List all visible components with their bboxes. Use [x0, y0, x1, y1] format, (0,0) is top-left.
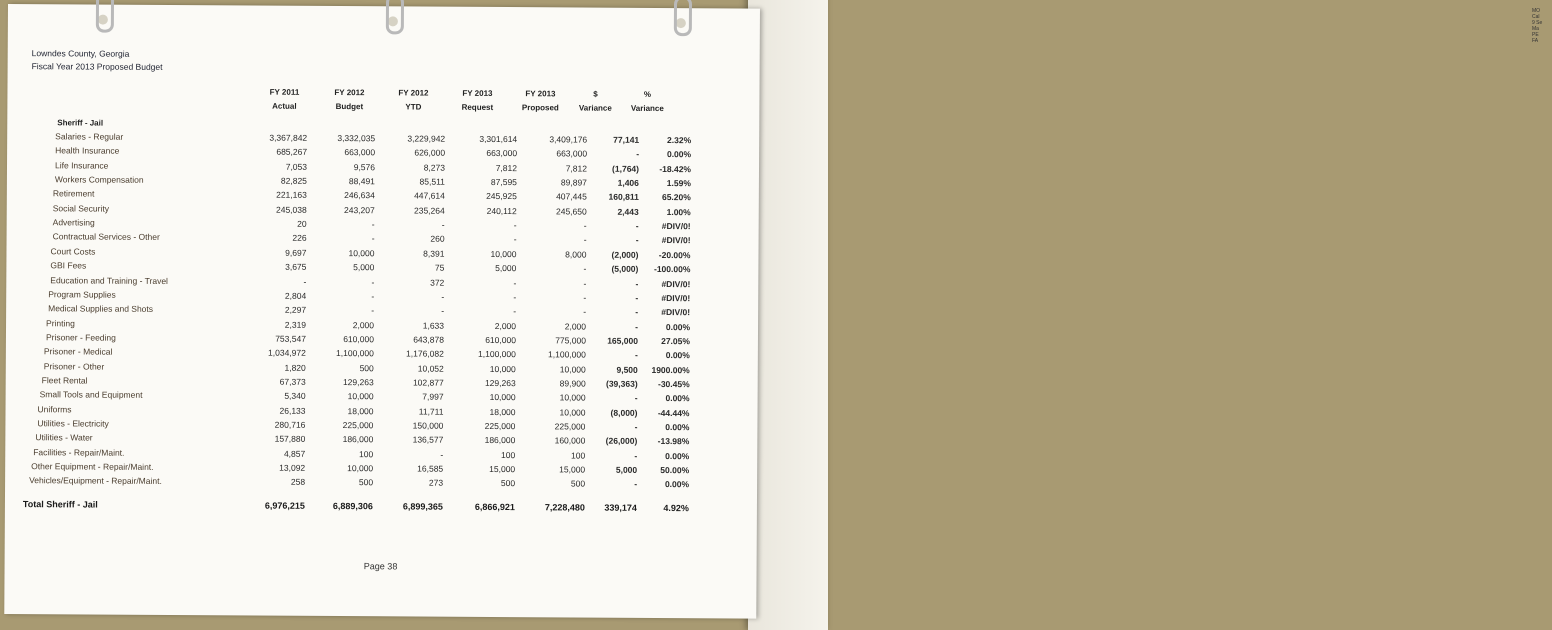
cell-value: 407,445 — [556, 191, 587, 202]
cell-value: - — [636, 149, 640, 160]
cell-value: 10,000 — [347, 391, 374, 402]
cell-value: 2,000 — [494, 320, 517, 331]
cell-value: 100 — [359, 448, 374, 459]
cell-value: 160,000 — [554, 435, 586, 446]
cell-value: 50.00% — [660, 465, 690, 476]
cell-value: 500 — [358, 477, 374, 488]
adjacent-page — [748, 0, 1543, 630]
cell-value: 18,000 — [347, 405, 374, 416]
row-label: Prisoner - Other — [43, 360, 105, 372]
column-header — [249, 85, 319, 113]
cell-value: 1,820 — [284, 362, 306, 373]
cell-value: 280,716 — [274, 419, 306, 430]
cell-value: 0.00% — [666, 149, 692, 160]
cell-value: 245,650 — [555, 206, 587, 217]
cell-value: 3,229,942 — [407, 133, 446, 144]
cell-value: 246,634 — [344, 190, 375, 201]
cell-value: 663,000 — [556, 148, 588, 159]
cell-value: 67,373 — [279, 376, 306, 387]
cell-value: 10,000 — [559, 407, 586, 418]
cell-value: 626,000 — [414, 147, 446, 159]
binder-ring — [674, 0, 692, 36]
cell-value: - — [583, 292, 587, 303]
cell-value: 10,000 — [489, 392, 516, 403]
cell-value: 7,812 — [565, 163, 588, 174]
cell-value: #DIV/0! — [661, 292, 691, 304]
cell-value: - — [635, 321, 639, 332]
column-header — [442, 87, 512, 115]
cell-value: (26,000) — [605, 436, 638, 447]
cell-value: 8,273 — [423, 162, 446, 173]
row-label: Life Insurance — [54, 159, 109, 171]
cell-value: 500 — [570, 478, 586, 489]
row-label: Salaries - Regular — [55, 131, 124, 142]
cell-value: 87,595 — [490, 177, 517, 188]
row-label: Small Tools and Equipment — [39, 389, 143, 401]
cell-value: - — [635, 307, 639, 318]
cell-value: 663,000 — [344, 147, 376, 158]
cell-value: 7,053 — [285, 161, 308, 172]
row-label: Other Equipment - Repair/Maint. — [31, 461, 154, 472]
cell-value: 7,228,480 — [544, 502, 585, 513]
row-label: Social Security — [52, 203, 110, 214]
cell-value: 65.20% — [661, 192, 691, 203]
cell-value: - — [635, 235, 639, 246]
cell-value: 8,391 — [423, 248, 445, 259]
cell-value: 75 — [434, 262, 445, 273]
column-header-line1: FY 2011 — [269, 87, 300, 97]
row-label: Prisoner - Medical — [43, 346, 113, 357]
cell-value: 610,000 — [343, 333, 374, 345]
cell-value: 26,133 — [279, 405, 306, 416]
cell-value: 245,925 — [486, 191, 517, 202]
cell-value: 0.00% — [665, 321, 691, 332]
cell-value: 5,000 — [353, 262, 375, 273]
cell-value: 6,889,306 — [332, 500, 373, 512]
cell-value: - — [440, 449, 444, 460]
cell-value: - — [635, 278, 639, 289]
cell-value: 10,000 — [489, 363, 516, 374]
document-subtitle: Fiscal Year 2013 Proposed Budget — [31, 61, 163, 72]
cell-value: 6,866,921 — [474, 501, 515, 513]
cell-value: -20.00% — [658, 249, 691, 260]
cell-value: 89,897 — [560, 177, 587, 188]
cell-value: 753,547 — [275, 333, 306, 344]
cell-value: 663,000 — [486, 148, 518, 159]
cell-value: 372 — [430, 277, 445, 288]
cell-value: 89,900 — [559, 378, 586, 389]
cell-value: 100 — [501, 449, 516, 460]
cell-value: - — [583, 234, 587, 245]
cell-value: 18,000 — [489, 406, 516, 417]
cell-value: -44.44% — [657, 407, 690, 418]
cell-value: 235,264 — [413, 205, 445, 216]
cell-value: 221,163 — [276, 190, 307, 201]
cell-value: 9,576 — [353, 161, 376, 172]
binder-ring — [96, 0, 114, 33]
cell-value: 447,614 — [414, 190, 445, 202]
cell-value: - — [371, 276, 375, 287]
cell-value: 2,443 — [617, 206, 639, 217]
cell-value: 10,000 — [490, 248, 517, 259]
cell-value: 7,997 — [422, 391, 444, 402]
cell-value: 20 — [297, 218, 307, 229]
cell-value: 186,000 — [484, 435, 516, 446]
cell-value: (8,000) — [610, 407, 638, 418]
cell-value: 4.92% — [663, 503, 689, 514]
cell-value: - — [634, 450, 638, 461]
cell-value: 129,263 — [484, 377, 516, 389]
cell-value: - — [513, 220, 517, 231]
cell-value: 1.59% — [666, 178, 691, 189]
cell-value: - — [634, 393, 638, 404]
row-label: Workers Compensation — [54, 174, 144, 185]
cell-value: 5,340 — [284, 390, 306, 402]
cell-value: - — [583, 263, 587, 274]
cell-value: 186,000 — [342, 434, 374, 445]
cell-value: - — [441, 219, 445, 230]
column-header-line2: Proposed — [521, 103, 559, 113]
column-header — [314, 86, 384, 114]
column-header-line2: YTD — [405, 102, 422, 112]
cell-value: - — [513, 277, 517, 288]
cell-value: 258 — [290, 477, 306, 488]
cell-value: 3,409,176 — [549, 134, 588, 145]
column-header-line1: FY 2012 — [334, 87, 365, 98]
document-title: Lowndes County, Georgia — [31, 48, 130, 59]
row-label: Advertising — [52, 217, 95, 228]
cell-value: 11,711 — [418, 406, 444, 417]
cell-value: (2,000) — [611, 249, 639, 260]
cell-value: - — [371, 291, 375, 302]
row-label: Medical Supplies and Shots — [48, 303, 154, 315]
cell-value: 9,697 — [285, 247, 307, 258]
cell-value: - — [635, 292, 639, 303]
row-label: Health Insurance — [55, 145, 120, 157]
cell-value: 500 — [359, 362, 374, 373]
cell-value: (5,000) — [611, 263, 639, 274]
cell-value: 9,500 — [616, 364, 638, 375]
cell-value: 10,000 — [348, 247, 375, 259]
cell-value: 15,000 — [489, 463, 516, 475]
cell-value: 225,000 — [554, 421, 586, 432]
cell-value: - — [371, 219, 375, 230]
cell-value: 1900.00% — [651, 364, 690, 375]
row-label: Program Supplies — [48, 289, 116, 300]
cell-value: 260 — [430, 234, 445, 245]
cell-value: -13.98% — [657, 436, 690, 447]
row-label: Vehicles/Equipment - Repair/Maint. — [29, 475, 162, 487]
cell-value: 775,000 — [555, 335, 586, 346]
cell-value: 2,297 — [284, 304, 307, 316]
row-label: Prisoner - Feeding — [45, 332, 116, 343]
row-label: Utilities - Water — [35, 432, 93, 443]
row-label: Fleet Rental — [41, 375, 88, 386]
column-header-line2: Variance — [630, 103, 664, 114]
total-row — [5, 499, 757, 517]
cell-value: - — [513, 291, 517, 302]
row-label: Facilities - Repair/Maint. — [33, 446, 125, 458]
cell-value: - — [371, 233, 375, 244]
section-heading: Sheriff - Jail — [57, 118, 104, 128]
cell-value: - — [303, 276, 307, 287]
cell-value: 7,812 — [495, 162, 518, 173]
cell-value: - — [634, 479, 638, 490]
cell-value: 6,976,215 — [264, 500, 305, 511]
cell-value: 157,880 — [274, 433, 306, 445]
column-header-line2: Budget — [335, 102, 364, 112]
cell-value: #DIV/0! — [661, 235, 691, 246]
cell-value: 1,176,082 — [406, 348, 444, 359]
cell-value: - — [635, 220, 639, 231]
cell-value: -18.42% — [659, 163, 692, 174]
cell-value: 5,000 — [615, 464, 638, 475]
column-header-line1: $ — [593, 89, 598, 99]
cell-value: 225,000 — [484, 420, 516, 432]
cell-value: 77,141 — [613, 134, 640, 145]
column-header-line2: Request — [461, 102, 494, 112]
column-header-line1: FY 2013 — [525, 89, 556, 99]
cell-value: 165,000 — [607, 335, 638, 346]
cell-value: -30.45% — [657, 378, 690, 390]
cell-value: 1,406 — [617, 177, 639, 188]
column-header-line1: FY 2013 — [462, 88, 493, 98]
cell-value: - — [634, 421, 638, 432]
cell-value: 10,052 — [417, 363, 444, 374]
cell-value: 2.32% — [667, 135, 692, 146]
cell-value: 129,263 — [342, 376, 374, 388]
column-header-line1: FY 2012 — [398, 88, 429, 98]
row-label: Total Sheriff - Jail — [22, 499, 98, 510]
cell-value: 100 — [571, 450, 586, 461]
cell-value: 150,000 — [412, 420, 444, 431]
cell-value: 15,000 — [559, 464, 586, 475]
cell-value: 240,112 — [486, 205, 517, 216]
row-label: Court Costs — [50, 246, 96, 257]
cell-value: 10,000 — [347, 463, 374, 474]
cell-value: 3,675 — [285, 261, 307, 272]
cell-value: #DIV/0! — [661, 278, 691, 289]
cell-value: 4,857 — [283, 448, 306, 459]
cell-value: 88,491 — [348, 176, 375, 187]
cell-value: 2,000 — [352, 319, 375, 330]
table-row — [5, 475, 757, 493]
page-number: Page 38 — [363, 561, 398, 572]
cell-value: 685,267 — [276, 146, 308, 158]
cell-value: 82,825 — [280, 175, 307, 186]
cell-value: 10,000 — [559, 363, 586, 375]
cell-value: 0.00% — [665, 393, 690, 404]
cell-value: 226 — [292, 233, 307, 244]
cell-value: 10,000 — [559, 392, 586, 403]
cell-value: - — [441, 291, 445, 302]
row-label: GBI Fees — [50, 260, 87, 271]
column-header — [612, 88, 682, 116]
cell-value: 1,100,000 — [548, 349, 586, 360]
cell-value: 136,577 — [412, 434, 444, 446]
cell-value: 5,000 — [495, 263, 517, 274]
cell-value: - — [513, 234, 517, 245]
cell-value: - — [583, 278, 587, 289]
cell-value: 1,100,000 — [478, 349, 516, 360]
cell-value: 1,633 — [422, 320, 445, 331]
cell-value: 3,332,035 — [337, 133, 376, 144]
cell-value: 3,301,614 — [479, 133, 518, 145]
cell-value: 16,585 — [417, 463, 444, 474]
cell-value: 0.00% — [665, 450, 690, 461]
cell-value: 0.00% — [665, 422, 690, 433]
cell-value: 85,511 — [419, 176, 445, 187]
cell-value: 643,878 — [413, 334, 444, 345]
cell-value: - — [583, 306, 587, 317]
cell-value: 273 — [428, 477, 444, 489]
cell-value: 160,811 — [608, 192, 639, 203]
column-header-line2: Variance — [578, 103, 612, 113]
column-header-line1: % — [643, 89, 652, 99]
cell-value: 1.00% — [666, 206, 691, 217]
cell-value: 2,319 — [284, 319, 307, 330]
row-label: Contractual Services - Other — [52, 231, 160, 243]
cell-value: - — [513, 306, 517, 317]
cell-value: 1,034,972 — [268, 347, 306, 359]
row-label: Printing — [46, 317, 75, 328]
binder-ring — [386, 0, 404, 34]
cell-value: #DIV/0! — [661, 307, 691, 318]
budget-page — [4, 4, 760, 619]
cell-value: 243,207 — [343, 204, 375, 215]
cell-value: 225,000 — [342, 420, 374, 431]
cell-value: 3,367,842 — [269, 132, 308, 143]
row-label: Utilities - Electricity — [37, 418, 109, 429]
cell-value: -100.00% — [653, 264, 691, 275]
cell-value: 245,038 — [275, 204, 307, 215]
row-label: Education and Training - Travel — [50, 274, 169, 286]
column-header — [378, 86, 448, 114]
cell-value: (1,764) — [612, 163, 640, 174]
cell-value: 27.05% — [661, 335, 690, 347]
row-label: Uniforms — [37, 403, 72, 415]
cell-value: 102,877 — [412, 377, 444, 388]
cell-value: 339,174 — [604, 502, 637, 513]
row-label: Retirement — [52, 188, 95, 199]
adjacent-page-text: MO Cal 9 Se Ma PE FA — [1532, 8, 1543, 44]
cell-value: - — [583, 220, 587, 231]
cell-value: #DIV/0! — [661, 221, 691, 232]
cell-value: - — [441, 305, 445, 316]
cell-value: 500 — [500, 478, 516, 489]
cell-value: 0.00% — [664, 479, 690, 490]
cell-value: 8,000 — [565, 249, 587, 260]
cell-value: 2,804 — [284, 290, 307, 301]
cell-value: 13,092 — [279, 462, 306, 473]
column-header-line2: Actual — [272, 101, 297, 111]
cell-value: 1,100,000 — [336, 348, 374, 359]
cell-value: - — [371, 305, 375, 316]
cell-value: - — [634, 350, 638, 361]
cell-value: 6,899,365 — [402, 501, 443, 512]
cell-value: 0.00% — [665, 350, 690, 361]
cell-value: 2,000 — [564, 320, 587, 332]
cell-value: (39,363) — [605, 378, 638, 389]
cell-value: 610,000 — [485, 334, 516, 345]
